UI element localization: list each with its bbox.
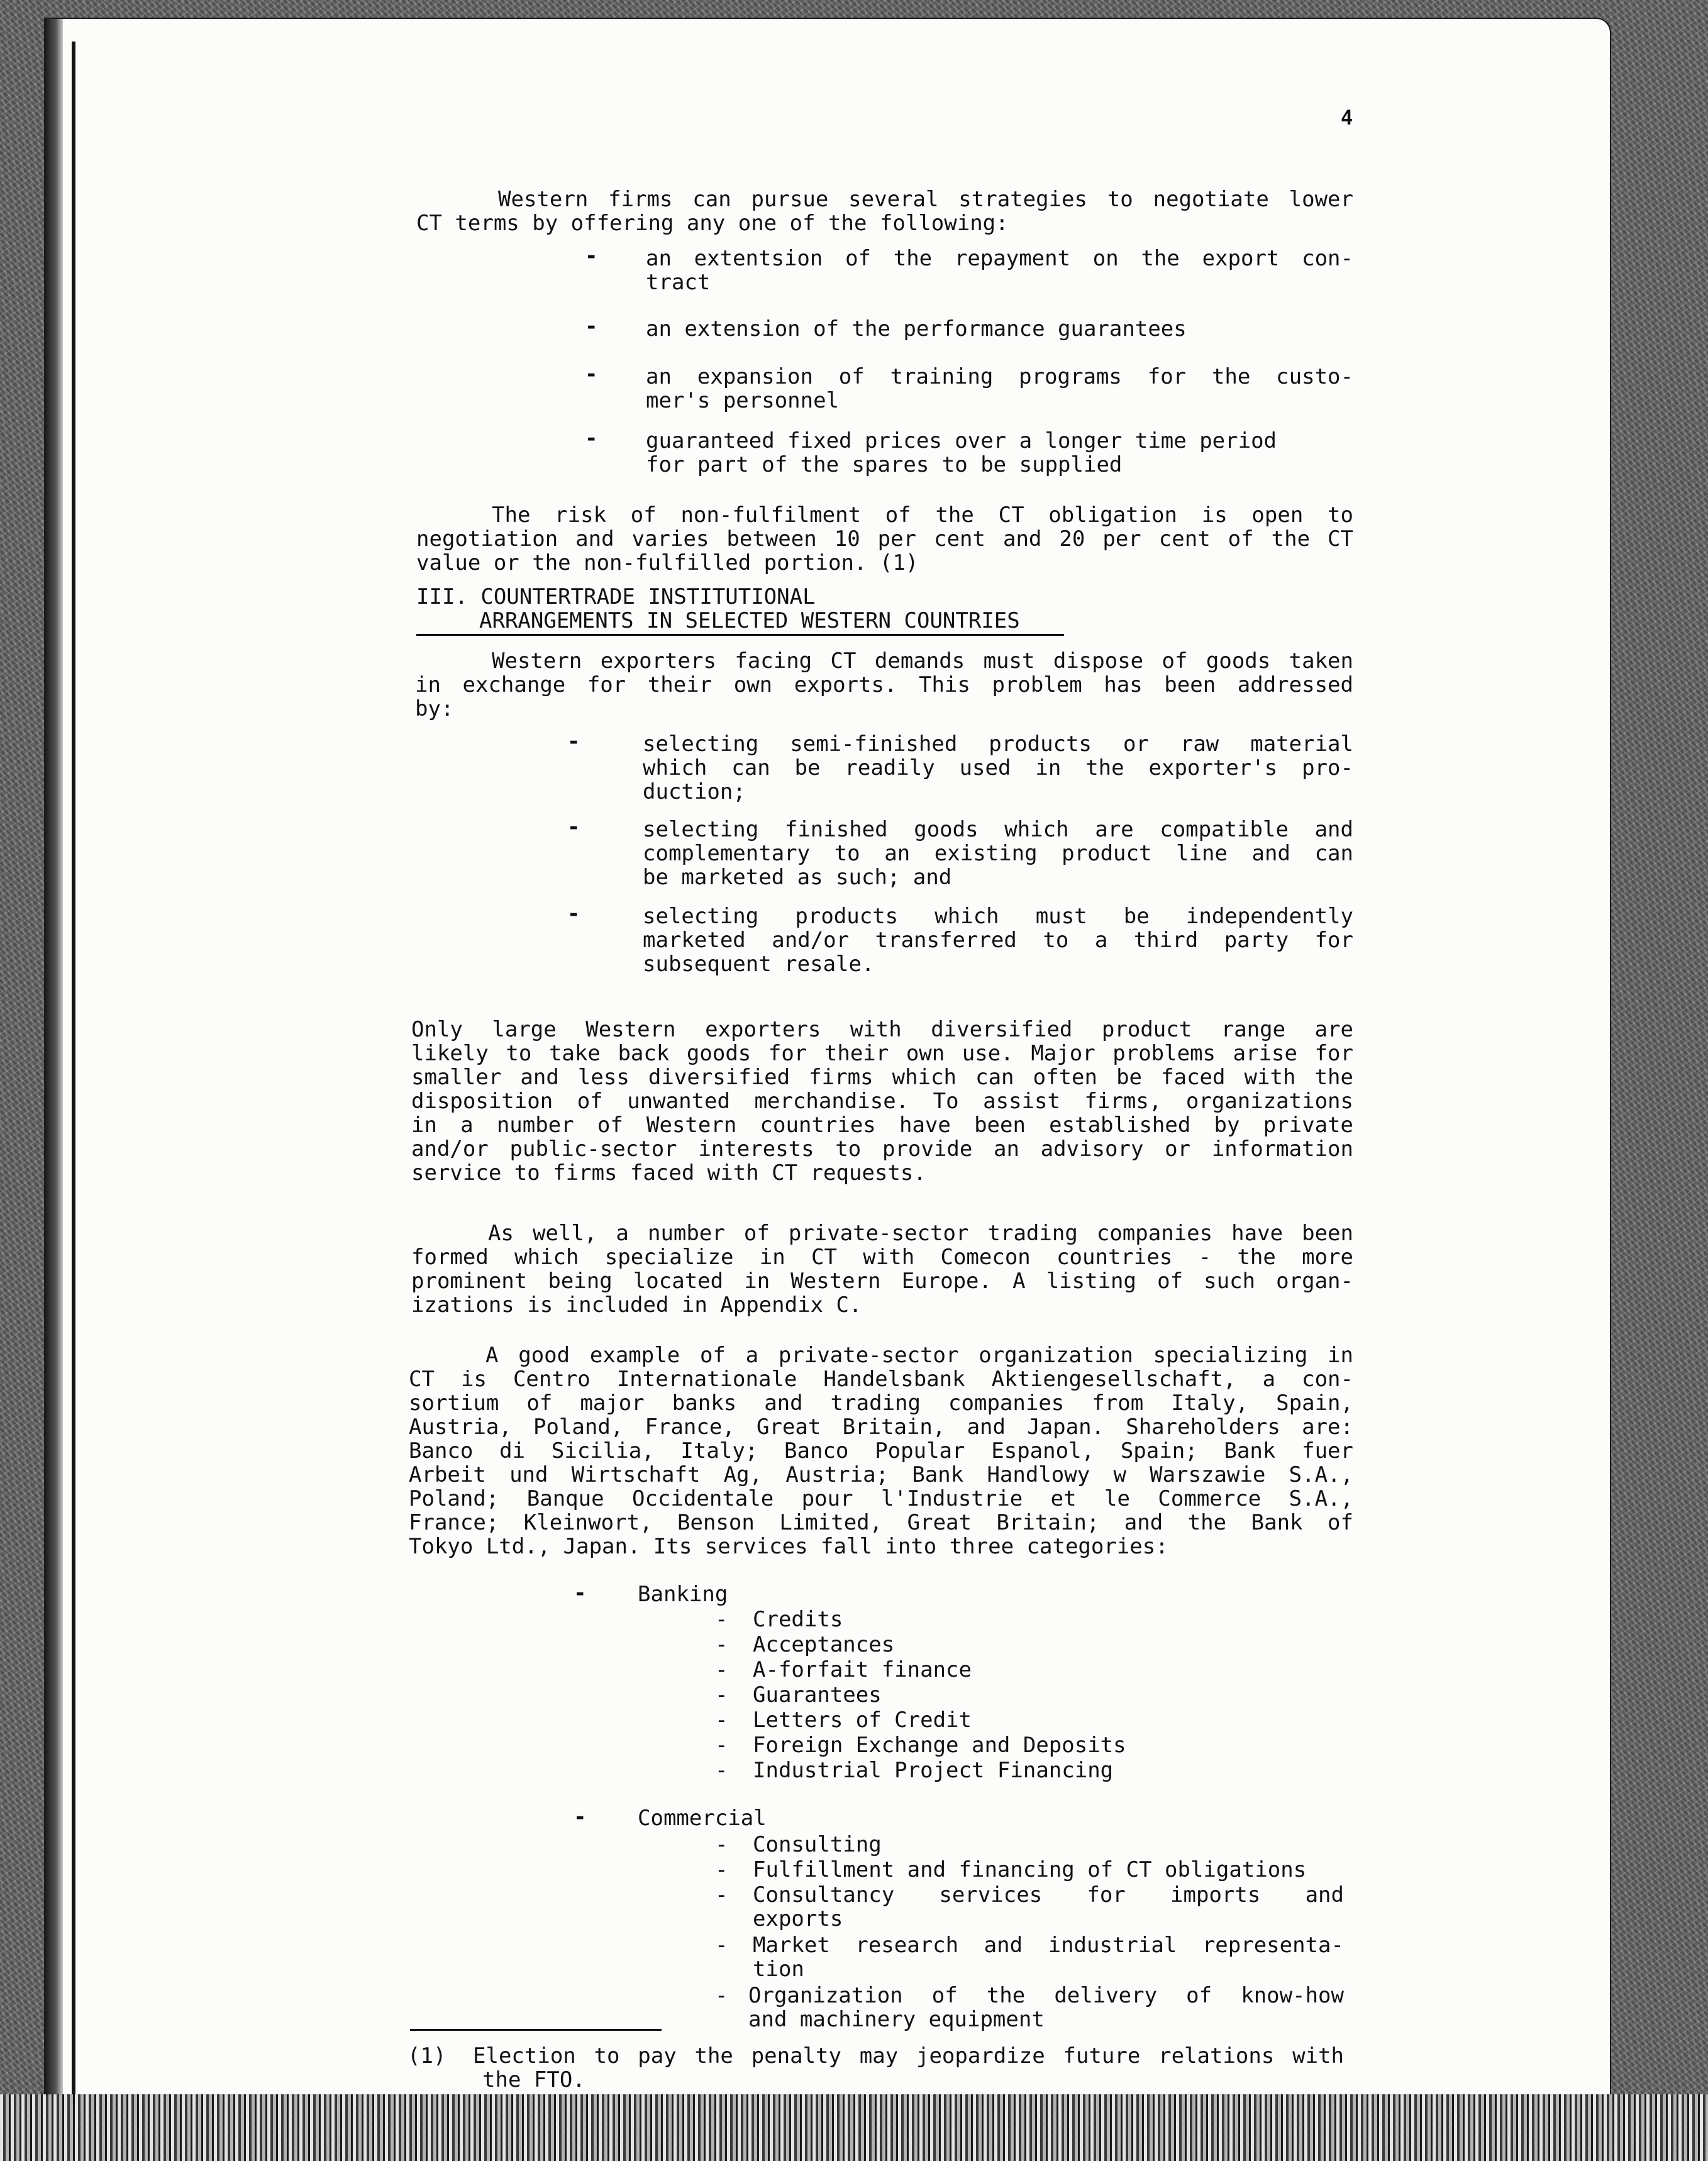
- sub-dash: -: [715, 1708, 728, 1733]
- scan-bottom-edge: [0, 2094, 1708, 2161]
- strategy-item: [646, 429, 1353, 477]
- sub-dash: -: [715, 1657, 728, 1682]
- text-line: prominent being located in Western Europe. A listing of such organ-: [411, 1269, 1353, 1294]
- text-line: which can be readily used in the exporter's pro-: [643, 755, 1353, 781]
- banking-item: Guarantees: [753, 1682, 882, 1708]
- bullet-dash: -: [585, 314, 598, 339]
- trading-companies-paragraph: [411, 1221, 1353, 1317]
- text-line: duction;: [643, 779, 746, 804]
- text-line: Election to pay the penalty may jeopardize future relations with: [473, 2043, 1344, 2069]
- sub-dash: -: [715, 1682, 728, 1708]
- text-line: an extentsion of the repayment on the export con-: [646, 246, 1353, 271]
- binding-line: [72, 42, 75, 2104]
- text-line: Poland; Banque Occidentale pour l'Industrie et le Commerce S.A.,: [409, 1486, 1353, 1511]
- text-line: complementary to an existing product line and can: [643, 841, 1353, 866]
- sub-dash: -: [715, 1983, 728, 2008]
- sub-dash: -: [715, 1758, 728, 1783]
- text-line: selecting finished goods which are compatible and: [643, 817, 1353, 842]
- intro-paragraph: [416, 187, 1353, 235]
- page-number: 4: [1341, 106, 1353, 130]
- text-line: and/or public-sector interests to provide an advisory or information: [411, 1136, 1353, 1162]
- strategy-item: [646, 317, 1353, 341]
- section-heading-line2: ARRANGEMENTS IN SELECTED WESTERN COUNTRIES: [479, 608, 1020, 633]
- commercial-label: Commercial: [638, 1806, 767, 1831]
- strategy-item: [646, 247, 1353, 294]
- text-line: disposition of unwanted merchandise. To assist firms, organizations: [411, 1089, 1353, 1114]
- footnote-rule: [410, 2029, 662, 2031]
- exporters-paragraph: [415, 649, 1353, 721]
- risk-paragraph: [416, 503, 1353, 575]
- text-line: and machinery equipment: [748, 2007, 1045, 2032]
- text-line: for part of the spares to be supplied: [646, 452, 1123, 477]
- sub-dash: -: [715, 1882, 728, 1908]
- commercial-item: Fulfillment and financing of CT obligations: [753, 1857, 1307, 1882]
- text-line: The risk of non-fulfilment of the CT obligation is open to: [492, 503, 1353, 528]
- text-line: Arbeit und Wirtschaft Ag, Austria; Bank Handlowy w Warszawie S.A.,: [409, 1462, 1353, 1487]
- text-line: marketed and/or transferred to a third party for: [643, 928, 1353, 953]
- text-line: selecting products which must be independently: [643, 904, 1353, 929]
- sub-dash: -: [715, 1733, 728, 1758]
- text-line: France; Kleinwort, Benson Limited, Great Britain; and the Bank of: [409, 1510, 1353, 1535]
- text-line: Western firms can pursue several strategies to negotiate lower: [498, 187, 1353, 212]
- text-line: by:: [415, 696, 454, 721]
- text-line: Market research and industrial representa-: [753, 1933, 1344, 1958]
- text-line: value or the non-fulfilled portion. (1): [416, 550, 919, 575]
- banking-item: Foreign Exchange and Deposits: [753, 1733, 1126, 1758]
- text-line: negotiation and varies between 10 per cent and 20 per cent of the CT: [416, 526, 1353, 552]
- sub-dash: -: [715, 1607, 728, 1632]
- text-line: A good example of a private-sector organization specializing in: [485, 1343, 1353, 1368]
- large-exporters-paragraph: [411, 1018, 1353, 1185]
- commercial-item: [753, 1883, 1344, 1931]
- text-line: smaller and less diversified firms which can often be faced with the: [411, 1065, 1353, 1090]
- example-paragraph: [409, 1343, 1353, 1558]
- sub-dash: -: [715, 1857, 728, 1882]
- binding-edge: [45, 19, 63, 2094]
- text-line: in a number of Western countries have been established by private: [411, 1113, 1353, 1138]
- text-line: mer's personnel: [646, 388, 840, 413]
- footnote-marker: (1): [408, 2043, 446, 2069]
- text-line: tion: [753, 1957, 804, 1982]
- text-line: sortium of major banks and trading companies from Italy, Spain,: [409, 1391, 1353, 1416]
- text-line: CT terms by offering any one of the following:: [416, 211, 1009, 236]
- text-line: izations is included in Appendix C.: [411, 1292, 862, 1318]
- text-line: Western exporters facing CT demands must dispose of goods taken: [492, 648, 1353, 674]
- banking-item: A-forfait finance: [753, 1657, 972, 1682]
- section-heading-underline: [416, 634, 1064, 636]
- strategy-item: [646, 365, 1353, 413]
- text-line: Banco di Sicilia, Italy; Banco Popular Espanol, Spain; Bank fuer: [409, 1438, 1353, 1464]
- text-line: an extension of the performance guarantees: [646, 316, 1187, 342]
- text-line: service to firms faced with CT requests.: [411, 1160, 926, 1186]
- text-line: CT is Centro Internationale Handelsbank Aktiengesellschaft, a con-: [409, 1367, 1353, 1392]
- text-line: the FTO.: [482, 2067, 585, 2092]
- banking-label: Banking: [638, 1582, 728, 1607]
- bullet-dash: -: [585, 362, 598, 387]
- bullet-dash: -: [585, 426, 598, 451]
- bullet-dash: -: [574, 1804, 587, 1830]
- text-line: likely to take back goods for their own use. Major problems arise for: [411, 1041, 1353, 1066]
- selection-item: [643, 818, 1353, 889]
- document-page: [45, 19, 1610, 2094]
- commercial-item: [748, 1984, 1344, 2031]
- sub-dash: -: [715, 1632, 728, 1657]
- text-line: Consultancy services for imports and: [753, 1882, 1344, 1908]
- text-line: subsequent resale.: [643, 952, 875, 977]
- banking-item: Industrial Project Financing: [753, 1758, 1114, 1783]
- commercial-item: Consulting: [753, 1832, 882, 1857]
- text-line: exports: [753, 1906, 843, 1931]
- bullet-dash: -: [567, 729, 580, 754]
- text-line: guaranteed fixed prices over a longer time period: [646, 428, 1277, 453]
- banking-item: Acceptances: [753, 1632, 895, 1657]
- text-line: Organization of the delivery of know-how: [748, 1983, 1344, 2008]
- text-line: in exchange for their own exports. This problem has been addressed: [415, 672, 1353, 697]
- text-line: an expansion of training programs for the custo-: [646, 364, 1353, 389]
- selection-item: [643, 732, 1353, 804]
- selection-item: [643, 904, 1353, 976]
- bullet-dash: -: [585, 243, 598, 269]
- text-line: be marketed as such; and: [643, 865, 952, 890]
- text-line: Only large Western exporters with diversified product range are: [411, 1017, 1353, 1042]
- footnote-text: [473, 2044, 1344, 2092]
- sub-dash: -: [715, 1832, 728, 1857]
- bullet-dash: -: [574, 1580, 587, 1606]
- banking-item: Letters of Credit: [753, 1708, 972, 1733]
- commercial-item: [753, 1933, 1344, 1981]
- text-line: formed which specialize in CT with Comecon countries - the more: [411, 1245, 1353, 1270]
- section-heading-line1: III. COUNTERTRADE INSTITUTIONAL: [416, 584, 816, 609]
- text-line: Austria, Poland, France, Great Britain, and Japan. Shareholders are:: [409, 1414, 1353, 1440]
- text-line: As well, a number of private-sector trading companies have been: [488, 1221, 1353, 1246]
- text-line: Tokyo Ltd., Japan. Its services fall into three categories:: [409, 1534, 1168, 1559]
- bullet-dash: -: [567, 901, 580, 926]
- banking-item: Credits: [753, 1607, 843, 1632]
- text-line: tract: [646, 270, 711, 295]
- bullet-dash: -: [567, 814, 580, 840]
- sub-dash: -: [715, 1933, 728, 1958]
- text-line: selecting semi-finished products or raw material: [643, 731, 1353, 757]
